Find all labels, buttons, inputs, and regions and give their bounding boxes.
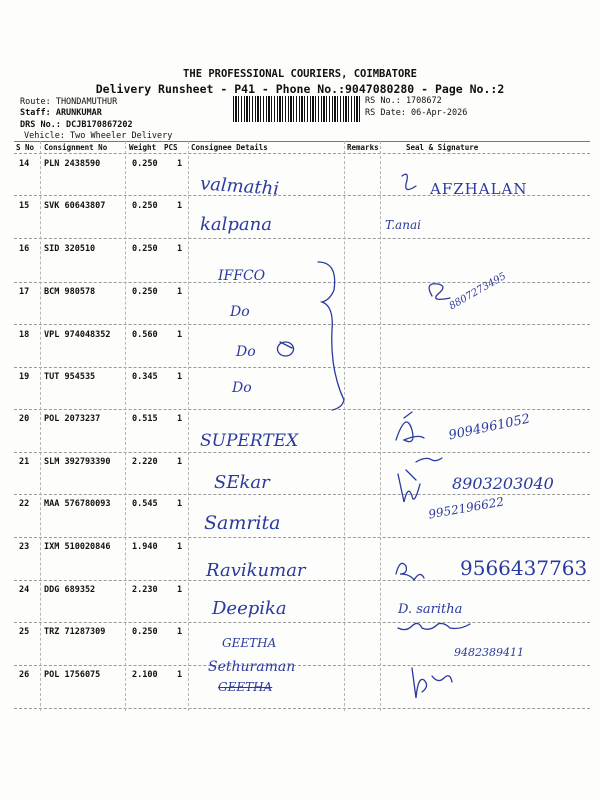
- cell-pcs: 1: [177, 414, 183, 424]
- row-divider: [14, 452, 590, 453]
- cell-weight: 0.545: [132, 499, 158, 509]
- row-divider: [14, 409, 590, 410]
- cell-sno: 26: [19, 670, 30, 680]
- barcode: [233, 96, 361, 122]
- cell-consignment: VPL 974048352: [44, 330, 111, 340]
- cell-weight: 1.940: [132, 542, 158, 552]
- cell-consignment: SLM 392793390: [44, 457, 111, 467]
- cell-weight: 2.230: [132, 585, 158, 595]
- cell-sno: 21: [19, 457, 30, 467]
- table-row: [0, 542, 600, 554]
- signature-stroke: [402, 174, 416, 189]
- handwritten-signature: 9482389411: [454, 646, 524, 659]
- table-row: [0, 244, 600, 256]
- handwritten-consignee: Do: [236, 344, 256, 360]
- cell-sno: 19: [19, 372, 30, 382]
- handwritten-signature: 8903203040: [452, 474, 554, 493]
- runsheet-title: Delivery Runsheet - P41 - Phone No.:9047080280 - Page No.:2: [95, 82, 505, 96]
- col-pcs: PCS: [164, 143, 178, 152]
- cell-weight: 0.345: [132, 372, 158, 382]
- col-sno: S No: [16, 143, 35, 152]
- cell-consignment: TUT 954535: [44, 372, 96, 382]
- cell-sno: 23: [19, 542, 30, 552]
- cell-weight: 0.250: [132, 159, 158, 169]
- header-bottom-rule: [14, 153, 590, 154]
- cell-weight: 2.220: [132, 457, 158, 467]
- cell-pcs: 1: [177, 585, 183, 595]
- cell-sno: 25: [19, 627, 30, 637]
- cell-pcs: 1: [177, 542, 183, 552]
- handwritten-consignee: valmathi: [199, 173, 280, 200]
- handwritten-consignee: Deepika: [212, 598, 287, 619]
- cell-pcs: 1: [177, 244, 183, 254]
- cell-sno: 15: [19, 201, 30, 211]
- col-divider: [188, 141, 189, 711]
- cell-consignment: POL 1756075: [44, 670, 101, 680]
- handwritten-signature: 9094961052: [447, 411, 532, 444]
- table-row: [0, 372, 600, 384]
- table-row: [0, 201, 600, 213]
- cell-pcs: 1: [177, 159, 183, 169]
- cell-sno: 14: [19, 159, 30, 169]
- col-signature: Seal & Signature: [406, 143, 479, 152]
- handwritten-signature: T.anai: [385, 218, 421, 232]
- circle-scribble: [278, 342, 294, 356]
- table-row: [0, 670, 600, 682]
- cell-weight: 0.560: [132, 330, 158, 340]
- cell-pcs: 1: [177, 499, 183, 509]
- col-divider: [380, 141, 381, 711]
- row-divider: [14, 367, 590, 368]
- cell-consignment: IXM 510020846: [44, 542, 111, 552]
- table-row: [0, 159, 600, 171]
- handwritten-signature: AFZHALAN: [430, 180, 528, 198]
- handwritten-signature: 9952196622: [427, 494, 505, 522]
- table-row: [0, 499, 600, 511]
- table-row: [0, 330, 600, 342]
- vehicle-label: Vehicle: Two Wheeler Delivery: [24, 131, 173, 141]
- col-divider: [40, 141, 41, 711]
- cell-sno: 20: [19, 414, 30, 424]
- rs-date: RS Date: 06-Apr-2026: [365, 108, 468, 118]
- handwritten-consignee: kalpana: [200, 214, 272, 235]
- cell-pcs: 1: [177, 287, 183, 297]
- table-row: [0, 287, 600, 299]
- cell-pcs: 1: [177, 457, 183, 467]
- handwritten-consignee: GEETHA: [222, 636, 277, 650]
- cell-weight: 0.250: [132, 287, 158, 297]
- rs-number: RS No.: 1708672: [365, 96, 442, 106]
- cell-pcs: 1: [177, 372, 183, 382]
- cell-sno: 16: [19, 244, 30, 254]
- cell-consignment: BCM 980578: [44, 287, 96, 297]
- route-label: Route: THONDAMUTHUR: [20, 97, 118, 107]
- handwritten-consignee: SEkar: [214, 472, 270, 493]
- col-consignment: Consignment No: [44, 143, 108, 152]
- row-divider: [14, 665, 590, 666]
- col-divider: [125, 141, 126, 711]
- cell-consignment: SVK 60643807: [44, 201, 106, 211]
- cell-consignment: SID 320510: [44, 244, 96, 254]
- cell-weight: 2.100: [132, 670, 158, 680]
- handwritten-consignee: GEETHA: [218, 680, 273, 694]
- handwritten-consignee: IFFCO: [218, 268, 266, 284]
- cell-consignment: DDG 689352: [44, 585, 96, 595]
- cell-consignment: PLN 2438590: [44, 159, 101, 169]
- cell-pcs: 1: [177, 627, 183, 637]
- table-row: [0, 627, 600, 639]
- row-divider: [14, 238, 590, 239]
- cell-sno: 24: [19, 585, 30, 595]
- cell-sno: 17: [19, 287, 30, 297]
- cell-consignment: POL 2073237: [44, 414, 101, 424]
- handwritten-signature: 9566437763: [460, 556, 588, 580]
- handwritten-signature: 8807273495: [447, 270, 509, 313]
- handwritten-consignee: Samrita: [204, 512, 281, 534]
- signature-stroke: [396, 563, 424, 580]
- handwritten-consignee: Do: [232, 380, 252, 396]
- col-remarks: Remarks: [347, 143, 379, 152]
- staff-label: Staff: ARUNKUMAR: [20, 108, 102, 118]
- row-divider: [14, 537, 590, 538]
- cell-weight: 0.250: [132, 201, 158, 211]
- handwritten-consignee: Do: [230, 304, 250, 320]
- row-divider: [14, 622, 590, 623]
- handwritten-signature: D. saritha: [398, 602, 463, 617]
- table-row: [0, 585, 600, 597]
- col-consignee: Consignee Details: [191, 143, 268, 152]
- col-weight: Weight: [129, 143, 157, 152]
- row-divider: [14, 494, 590, 495]
- handwritten-consignee: Sethuraman: [208, 659, 296, 675]
- cell-weight: 0.250: [132, 244, 158, 254]
- company-title: THE PROFESSIONAL COURIERS, COIMBATORE: [183, 68, 417, 80]
- cell-pcs: 1: [177, 201, 183, 211]
- cell-pcs: 1: [177, 330, 183, 340]
- drs-label: DRS No.: DCJB170867202: [20, 120, 133, 130]
- handwritten-consignee: Ravikumar: [206, 560, 306, 581]
- cell-pcs: 1: [177, 670, 183, 680]
- cell-sno: 18: [19, 330, 30, 340]
- handwritten-consignee: SUPERTEX: [200, 431, 299, 451]
- row-divider: [14, 324, 590, 325]
- table-row: [0, 457, 600, 469]
- row-divider: [14, 708, 590, 709]
- cell-sno: 22: [19, 499, 30, 509]
- cell-consignment: MAA 576780093: [44, 499, 111, 509]
- col-divider: [344, 141, 345, 711]
- signature-stroke: [398, 470, 420, 502]
- cell-weight: 0.515: [132, 414, 158, 424]
- cell-weight: 0.250: [132, 627, 158, 637]
- header-top-rule: [14, 141, 590, 142]
- cell-consignment: TRZ 71287309: [44, 627, 106, 637]
